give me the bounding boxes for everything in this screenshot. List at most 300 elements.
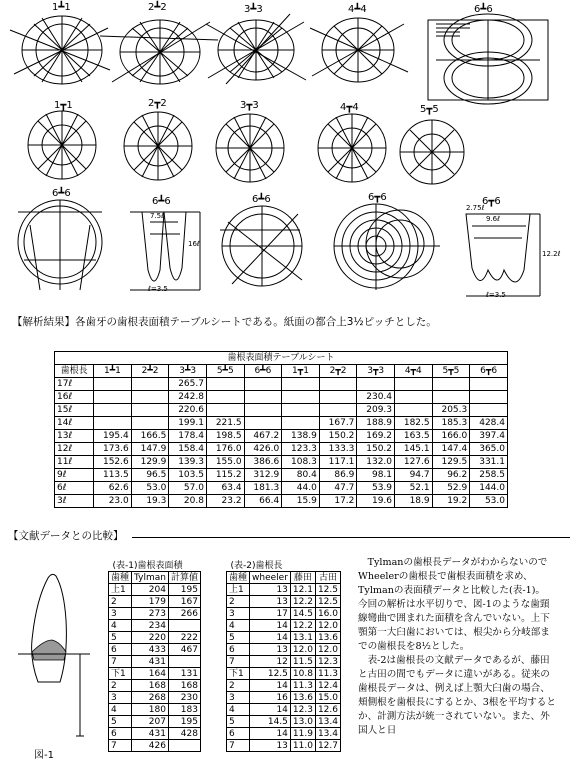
column-header: 5┻5	[206, 365, 244, 378]
table-cell: 12.2	[290, 620, 315, 632]
row-label: 6	[227, 644, 250, 656]
table-row	[109, 704, 201, 716]
table-cell: 195	[168, 716, 200, 728]
table-cell	[94, 404, 132, 417]
table-cell	[131, 391, 169, 404]
table-cell	[244, 404, 282, 417]
table2-caption: (表-2)歯根長	[230, 560, 283, 571]
table-cell: 180	[132, 704, 169, 716]
table-cell: 181.3	[244, 482, 282, 495]
row-label: 7	[109, 656, 132, 668]
dimension-label: ℓ=3.5	[148, 285, 168, 293]
table-cell: 14	[250, 704, 291, 716]
table-cell: 176.0	[206, 443, 244, 456]
table-cell: 273	[132, 608, 169, 620]
table-cell: 166.0	[432, 430, 470, 443]
table-cell: 199.1	[169, 417, 207, 430]
table-row	[109, 668, 201, 680]
table-cell: 127.6	[395, 456, 433, 469]
column-header: 3┻3	[169, 365, 207, 378]
diagram-1u-1u	[28, 111, 96, 179]
table-cell: 167	[168, 596, 200, 608]
table-cell: 13.6	[290, 692, 315, 704]
table-cell	[282, 378, 320, 391]
table-cell	[282, 417, 320, 430]
table-cell: 150.2	[357, 443, 395, 456]
column-header: 3┳3	[357, 365, 395, 378]
table-cell: 467.2	[244, 430, 282, 443]
table-cell	[395, 404, 433, 417]
table-cell: 173.6	[94, 443, 132, 456]
table-title: 歯根表面積テーブルシート	[55, 352, 508, 365]
row-label: 2	[109, 680, 132, 692]
table-cell: 23.0	[94, 495, 132, 508]
table-cell	[94, 391, 132, 404]
table-cell: 13	[250, 740, 291, 752]
table-cell: 47.7	[319, 482, 357, 495]
row-label: 上1	[109, 584, 132, 596]
row-label: 6ℓ	[55, 482, 94, 495]
row-label: 6	[109, 728, 132, 740]
table-cell: 397.4	[470, 430, 508, 443]
table-cell: 18.9	[395, 495, 433, 508]
table-cell: 13.1	[290, 632, 315, 644]
table-row	[109, 716, 201, 728]
table-cell: 182.5	[395, 417, 433, 430]
row-label: 5	[227, 716, 250, 728]
table-cell: 312.9	[244, 469, 282, 482]
table-cell: 115.2	[206, 469, 244, 482]
row-label: 15ℓ	[55, 404, 94, 417]
table-cell: 52.1	[395, 482, 433, 495]
table-row	[109, 584, 201, 596]
row-label: 12ℓ	[55, 443, 94, 456]
table-cell: 13	[250, 644, 291, 656]
table-cell	[357, 378, 395, 391]
table-cell: 14	[250, 680, 291, 692]
table-row	[55, 391, 508, 404]
diagram-label-6-6-side: 6┻6	[52, 188, 71, 199]
table-cell: 19.3	[131, 495, 169, 508]
table-cell	[395, 378, 433, 391]
table-cell: 155.0	[206, 456, 244, 469]
diagram-4u-4u	[318, 114, 386, 182]
diagram-label-2-2: 2┻2	[148, 2, 167, 13]
table-cell: 428.4	[470, 417, 508, 430]
table-cell: 117.1	[319, 456, 357, 469]
table-cell: 17.2	[319, 495, 357, 508]
table-row	[55, 443, 508, 456]
paragraph-line: 今回の解析は水平切りで、図-1のような歯頸線彎曲で囲まれた面積を含んでいない。上下顎第一大臼歯においては、根尖から分岐部までの歯根長を8½とした。	[358, 599, 550, 652]
table-cell: 63.4	[206, 482, 244, 495]
table-cell: 207	[132, 716, 169, 728]
table-cell: 204	[132, 584, 169, 596]
table-cell: 12.5	[315, 584, 340, 596]
section-divider	[132, 537, 570, 538]
table-row	[55, 378, 508, 391]
dimension-label: 7.5ℓ	[150, 212, 165, 220]
results-caption: 【解析結果】各歯牙の歯根表面積テーブルシートである。紙面の都合上3½ピッチとした。	[12, 316, 437, 328]
table-cell: 426	[132, 740, 169, 752]
table-cell: 96.2	[432, 469, 470, 482]
row-label: 5	[109, 716, 132, 728]
figure-1-label: 図-1	[34, 750, 54, 761]
table-cell: 12.5	[315, 596, 340, 608]
diagram-label-3-3: 3┻3	[244, 4, 263, 15]
table-cell: 12.0	[315, 620, 340, 632]
diagram-6-6-root-length	[130, 212, 200, 290]
table-cell: 52.9	[432, 482, 470, 495]
table-cell: 53.9	[357, 482, 395, 495]
table-cell: 12.5	[250, 668, 291, 680]
table-cell: 230.4	[357, 391, 395, 404]
diagram-5u-5u	[400, 120, 464, 184]
column-header: wheeler	[250, 572, 291, 584]
table-cell: 428	[168, 728, 200, 740]
table-cell: 230	[168, 692, 200, 704]
diagram-label-6u-6u-root: 6┳6	[482, 196, 501, 207]
diagram-1-1	[10, 16, 110, 84]
row-label: 3ℓ	[55, 495, 94, 508]
table-cell: 103.5	[169, 469, 207, 482]
table-cell	[131, 404, 169, 417]
table-cell: 113.5	[94, 469, 132, 482]
column-header: 計算値	[168, 572, 200, 584]
root-length-comparison-table	[226, 560, 341, 752]
row-label: 3	[227, 692, 250, 704]
table-row	[227, 668, 341, 680]
table-cell: 11.3	[315, 668, 340, 680]
row-label: 13ℓ	[55, 430, 94, 443]
table-cell	[94, 378, 132, 391]
table-row	[227, 716, 341, 728]
dimension-label: 9.6ℓ	[486, 215, 501, 223]
table-cell: 98.1	[357, 469, 395, 482]
table-cell: 12.4	[315, 680, 340, 692]
table-row	[55, 495, 508, 508]
table-cell: 266	[168, 608, 200, 620]
diagram-2u-2u	[124, 112, 192, 180]
figure-1-tooth-drawing	[8, 560, 98, 750]
table-cell: 179	[132, 596, 169, 608]
section-title: 【文献データとの比較】	[8, 530, 124, 542]
table-cell: 132.0	[357, 456, 395, 469]
dimension-label: ℓ=3.5	[486, 291, 506, 299]
table-cell: 129.5	[432, 456, 470, 469]
column-header: 1┻1	[94, 365, 132, 378]
table-row	[55, 430, 508, 443]
table-cell: 66.4	[244, 495, 282, 508]
diagram-label-5u-5u: 5┳5	[420, 104, 439, 115]
table2-header-row	[227, 572, 341, 584]
table-cell: 195	[168, 584, 200, 596]
analysis-paragraph	[358, 556, 558, 738]
table-cell: 62.6	[94, 482, 132, 495]
table-cell	[432, 391, 470, 404]
surface-area-comparison-table	[108, 560, 201, 752]
diagram-label-6-6-root: 6┻6	[152, 196, 171, 207]
table-row	[109, 596, 201, 608]
row-label: 11ℓ	[55, 456, 94, 469]
table-cell: 268	[132, 692, 169, 704]
row-label: 3	[227, 608, 250, 620]
table-cell: 13.6	[315, 632, 340, 644]
table-cell: 16.0	[315, 608, 340, 620]
table-cell: 53.0	[470, 495, 508, 508]
table-cell: 265.7	[169, 378, 207, 391]
table-cell: 15.9	[282, 495, 320, 508]
table-cell: 13	[250, 596, 291, 608]
table-cell: 220	[132, 632, 169, 644]
table-row	[227, 704, 341, 716]
diagram-label-6u-6u-concentric: 6┳6	[368, 192, 387, 203]
table-cell: 139.3	[169, 456, 207, 469]
table-cell: 11.9	[290, 728, 315, 740]
row-label: 5	[227, 632, 250, 644]
row-label: 17ℓ	[55, 378, 94, 391]
row-label: 3	[109, 608, 132, 620]
table-cell: 14	[250, 620, 291, 632]
column-header: 1┳1	[282, 365, 320, 378]
table-row	[227, 644, 341, 656]
diagram-label-4u-4u: 4┳4	[340, 102, 359, 113]
table-row	[55, 469, 508, 482]
table-cell: 144.0	[470, 482, 508, 495]
table-cell: 14	[250, 632, 291, 644]
table1-caption: (表-1)歯根表面積	[112, 560, 183, 571]
row-label: 上1	[227, 584, 250, 596]
table-cell: 169.2	[357, 430, 395, 443]
column-header: 6┻6	[244, 365, 282, 378]
table-cell: 205.3	[432, 404, 470, 417]
table-row	[227, 632, 341, 644]
table-cell: 220.6	[169, 404, 207, 417]
diagram-2-2	[100, 20, 218, 84]
table-cell: 12.7	[315, 740, 340, 752]
table-cell: 138.9	[282, 430, 320, 443]
table-cell	[432, 378, 470, 391]
table-cell: 12.3	[315, 656, 340, 668]
table-row	[227, 740, 341, 752]
table-cell: 431	[132, 656, 169, 668]
dimension-label: 2.75ℓ	[466, 204, 485, 212]
paragraph-line: Tylmanの歯根長データがわからないのでWheelerの歯根長で歯根表面積を求め、Tylmanの表面積データと比較した(表-1)。	[358, 557, 548, 596]
table-cell: 152.6	[94, 456, 132, 469]
table-cell: 129.9	[131, 456, 169, 469]
table-cell: 10.8	[290, 668, 315, 680]
table-row	[227, 692, 341, 704]
table-cell: 209.3	[357, 404, 395, 417]
row-label: 7	[227, 740, 250, 752]
column-header: 歯種	[109, 572, 132, 584]
table-cell	[131, 417, 169, 430]
row-label: 6	[109, 644, 132, 656]
row-label: 16ℓ	[55, 391, 94, 404]
row-label: 9ℓ	[55, 469, 94, 482]
row-label: 7	[109, 740, 132, 752]
table-row	[109, 620, 201, 632]
table-row	[227, 608, 341, 620]
column-header: 2┻2	[131, 365, 169, 378]
table-cell	[244, 378, 282, 391]
table-cell: 14.5	[250, 716, 291, 728]
table-cell: 195.4	[94, 430, 132, 443]
table-cell: 12.0	[290, 644, 315, 656]
table-cell: 433	[132, 644, 169, 656]
table1-header-row	[109, 572, 201, 584]
table-row	[109, 608, 201, 620]
table-row	[109, 692, 201, 704]
table-cell: 13	[250, 584, 291, 596]
table-cell: 13.4	[315, 716, 340, 728]
row-label: 下1	[109, 668, 132, 680]
table-cell: 168	[132, 680, 169, 692]
table-cell: 242.8	[169, 391, 207, 404]
table-cell: 12.3	[290, 704, 315, 716]
table-cell: 12.2	[290, 596, 315, 608]
table-row	[227, 584, 341, 596]
table-cell: 198.5	[206, 430, 244, 443]
table-cell: 15.0	[315, 692, 340, 704]
table-row	[55, 456, 508, 469]
diagram-6u-6u-root-length	[466, 214, 540, 296]
table-row	[227, 680, 341, 692]
table-row	[227, 728, 341, 740]
row-label: 3	[109, 692, 132, 704]
row-label: 2	[109, 596, 132, 608]
row-label: 7	[227, 656, 250, 668]
table-cell: 57.0	[169, 482, 207, 495]
diagram-3-3	[206, 14, 306, 84]
paragraph-line: 表-2は歯根長の文献データであるが、藤田と古田の間でもデータに違いがある。従来の歯根長データは、例えば上顎大臼歯の場合、頬側根を歯根長にするとか、3根を平均するとか、計測方法が統一されていない。また、外国人と日	[358, 655, 556, 736]
table-cell: 331.1	[470, 456, 508, 469]
column-header: 6┳6	[470, 365, 508, 378]
diagram-6-6-rings	[220, 206, 302, 286]
table-cell	[168, 656, 200, 668]
table-cell: 168	[168, 680, 200, 692]
table-cell	[319, 391, 357, 404]
table-cell: 166.5	[131, 430, 169, 443]
table-cell: 365.0	[470, 443, 508, 456]
table-cell	[244, 417, 282, 430]
table-cell: 96.5	[131, 469, 169, 482]
table-cell	[470, 404, 508, 417]
table-cell	[206, 378, 244, 391]
table-header-row	[55, 365, 508, 378]
table-cell: 386.6	[244, 456, 282, 469]
table-cell: 258.5	[470, 469, 508, 482]
table-cell: 11.5	[290, 656, 315, 668]
dimension-label: 16ℓ	[188, 240, 200, 248]
table-cell: 12.1	[290, 584, 315, 596]
table-cell: 94.7	[395, 469, 433, 482]
row-label: 4	[109, 704, 132, 716]
table-cell: 222	[168, 632, 200, 644]
diagram-6-6-upper	[428, 14, 548, 104]
table-cell: 19.2	[432, 495, 470, 508]
table-cell: 145.1	[395, 443, 433, 456]
table-cell: 11.3	[290, 680, 315, 692]
diagram-label-2u-2u: 2┳2	[148, 98, 167, 109]
table-cell: 147.9	[131, 443, 169, 456]
table-cell	[282, 391, 320, 404]
table-row	[227, 656, 341, 668]
column-header: 5┳5	[432, 365, 470, 378]
table-cell: 426.0	[244, 443, 282, 456]
table-cell: 167.7	[319, 417, 357, 430]
table-cell: 150.2	[319, 430, 357, 443]
diagram-label-1u-1u: 1┳1	[54, 100, 73, 111]
diagram-6-6-side	[18, 200, 102, 290]
table-cell: 86.9	[319, 469, 357, 482]
table-cell: 178.4	[169, 430, 207, 443]
table-cell: 183	[168, 704, 200, 716]
table-cell: 17	[250, 608, 291, 620]
table-cell	[206, 404, 244, 417]
column-header: 古田	[315, 572, 340, 584]
table-cell	[94, 417, 132, 430]
row-label: 2	[227, 596, 250, 608]
table-row	[109, 632, 201, 644]
column-header: 4┳4	[395, 365, 433, 378]
table-cell	[206, 391, 244, 404]
table-cell: 133.3	[319, 443, 357, 456]
dimension-label: 12.2ℓ	[542, 250, 561, 258]
row-label: 4	[227, 620, 250, 632]
table-cell: 147.4	[432, 443, 470, 456]
table-cell: 163.5	[395, 430, 433, 443]
table-cell: 14.5	[290, 608, 315, 620]
table-cell: 16	[250, 692, 291, 704]
table-cell: 80.4	[282, 469, 320, 482]
table-cell: 20.8	[169, 495, 207, 508]
column-header: 歯根長	[55, 365, 94, 378]
table-row	[227, 596, 341, 608]
diagram-6u-6u-concentric	[334, 204, 440, 290]
table-cell	[282, 404, 320, 417]
table-cell: 108.3	[282, 456, 320, 469]
table-cell: 221.5	[206, 417, 244, 430]
table-cell	[319, 378, 357, 391]
table-cell: 19.6	[357, 495, 395, 508]
tooth-cross-section-diagrams	[0, 0, 580, 305]
table-cell	[168, 620, 200, 632]
table-cell: 11.0	[290, 740, 315, 752]
table-cell: 234	[132, 620, 169, 632]
table-row	[109, 728, 201, 740]
diagram-label-6-6-rings: 6┻6	[252, 194, 271, 205]
table-cell: 431	[132, 728, 169, 740]
table-row	[55, 482, 508, 495]
table-cell: 123.3	[282, 443, 320, 456]
diagram-label-1-1: 1┻1	[52, 2, 71, 13]
table-cell	[168, 740, 200, 752]
root-surface-area-table	[54, 351, 508, 508]
row-label: 2	[227, 680, 250, 692]
column-header: Tylman	[132, 572, 169, 584]
table-row	[55, 404, 508, 417]
table-cell: 12.6	[315, 704, 340, 716]
table-row	[109, 680, 201, 692]
row-label: 14ℓ	[55, 417, 94, 430]
table-cell: 164	[132, 668, 169, 680]
row-label: 5	[109, 632, 132, 644]
column-header: 藤田	[290, 572, 315, 584]
row-label: 4	[109, 620, 132, 632]
table-row	[109, 644, 201, 656]
table-cell	[470, 391, 508, 404]
diagram-label-3u-3u: 3┳3	[240, 100, 259, 111]
